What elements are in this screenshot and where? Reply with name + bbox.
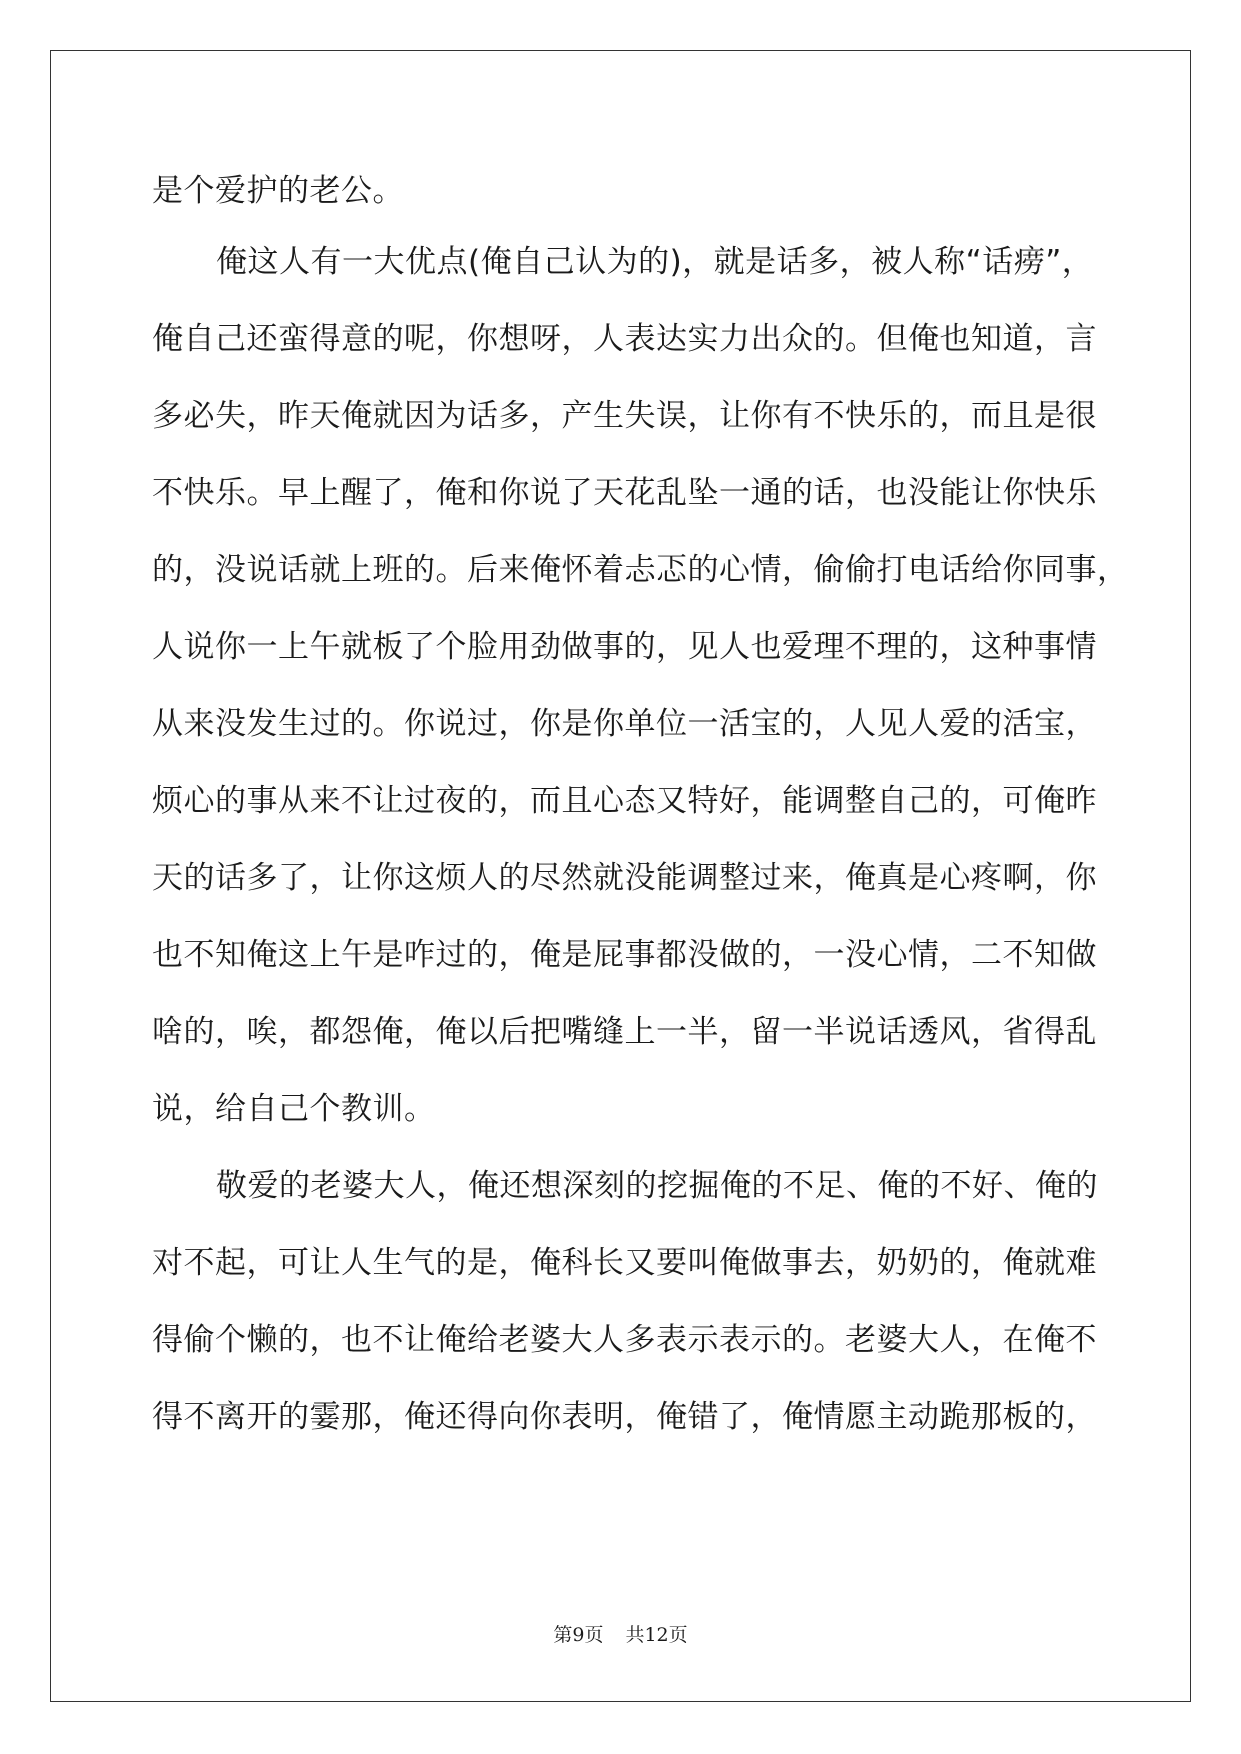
text-line: 俺自己还蛮得意的呢，你想呀，人表达实力出众的。但俺也知道，言 bbox=[152, 321, 1097, 357]
text-line: 得偷个懒的，也不让俺给老婆大人多表示表示的。老婆大人，在俺不 bbox=[152, 1322, 1097, 1358]
text-line: 说，给自己个教训。 bbox=[152, 1091, 436, 1127]
text-line: 也不知俺这上午是咋过的，俺是屁事都没做的，一没心情，二不知做 bbox=[152, 937, 1097, 973]
text-line: 从来没发生过的。你说过，你是你单位一活宝的，人见人爱的活宝， bbox=[152, 706, 1097, 742]
text-line: 人说你一上午就板了个脸用劲做事的，见人也爱理不理的，这种事情 bbox=[152, 629, 1097, 665]
text-line: 的，没说话就上班的。后来俺怀着忐忑的心情，偷偷打电话给你同事， bbox=[152, 552, 1129, 588]
text-line: 是个爱护的老公。 bbox=[152, 173, 404, 209]
text-line: 多必失，昨天俺就因为话多，产生失误，让你有不快乐的，而且是很 bbox=[152, 398, 1097, 434]
text-line: 不快乐。早上醒了，俺和你说了天花乱坠一通的话，也没能让你快乐 bbox=[152, 475, 1097, 511]
text-line: 烦心的事从来不让过夜的，而且心态又特好，能调整自己的，可俺昨 bbox=[152, 783, 1097, 819]
text-line: 对不起，可让人生气的是，俺科长又要叫俺做事去，奶奶的，俺就难 bbox=[152, 1245, 1097, 1281]
text-line: 啥的，唉，都怨俺，俺以后把嘴缝上一半，留一半说话透风，省得乱 bbox=[152, 1014, 1097, 1050]
page-total: 共12页 bbox=[625, 1624, 688, 1646]
page-footer bbox=[0, 1620, 1241, 1647]
text-line: 得不离开的霎那，俺还得向你表明，俺错了，俺情愿主动跪那板的， bbox=[152, 1399, 1097, 1435]
text-line: 天的话多了，让你这烦人的尽然就没能调整过来，俺真是心疼啊，你 bbox=[152, 860, 1097, 896]
text-line: 俺这人有一大优点(俺自己认为的)，就是话多，被人称“话痨”， bbox=[216, 244, 1094, 280]
document-body bbox=[152, 158, 1129, 1456]
text-line: 敬爱的老婆大人，俺还想深刻的挖掘俺的不足、俺的不好、俺的 bbox=[216, 1168, 1098, 1204]
page-number: 第9页 bbox=[553, 1624, 604, 1646]
